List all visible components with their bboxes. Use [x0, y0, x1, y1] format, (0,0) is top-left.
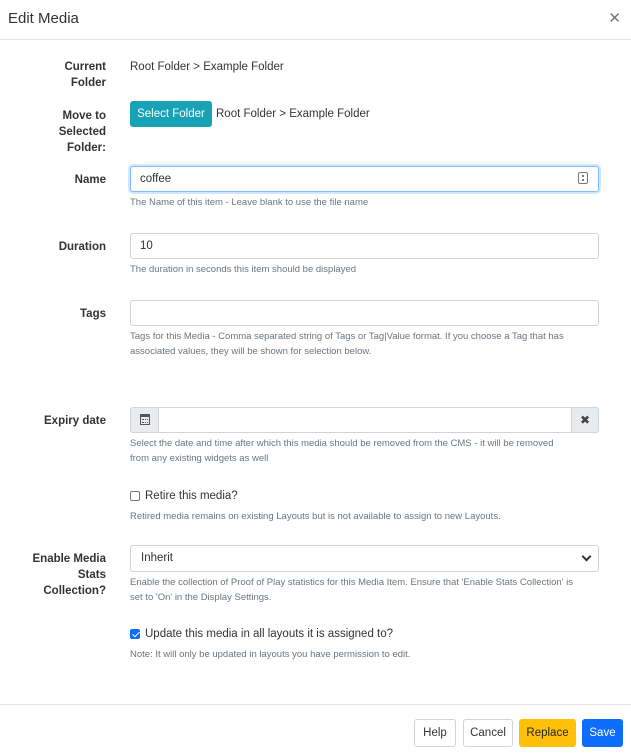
select-folder-button[interactable]: Select Folder	[130, 101, 212, 127]
close-icon[interactable]: ✕	[608, 10, 621, 27]
tags-input[interactable]	[130, 300, 599, 326]
retire-label[interactable]: Retire this media?	[145, 490, 238, 502]
current-folder-label-line2: Folder	[70, 77, 106, 89]
calendar-button[interactable]	[130, 407, 159, 433]
chevron-down-icon	[582, 552, 592, 562]
stats-collection-label	[33, 551, 107, 599]
help-button[interactable]: Help	[414, 719, 456, 747]
duration-input[interactable]	[130, 233, 599, 259]
clear-date-button[interactable]	[571, 407, 599, 433]
duration-help: The duration in seconds this item should be displayed	[130, 264, 357, 275]
stats-help-line2: set to 'On' in the Display Settings.	[130, 592, 272, 603]
expiry-date-input[interactable]	[158, 407, 572, 433]
retire-help: Retired media remains on existing Layouts but is not available to assign to new Layouts.	[130, 511, 501, 522]
calendar-icon	[140, 414, 150, 425]
modal-footer	[0, 704, 631, 753]
expiry-date-label: Expiry date	[44, 415, 106, 427]
modal-header	[0, 0, 631, 40]
retire-checkbox[interactable]	[130, 491, 140, 501]
expiry-help-line2: from any existing widgets as well	[130, 453, 269, 464]
selected-folder-value: Root Folder > Example Folder	[216, 108, 370, 120]
tags-help-line2: associated values, they will be shown for selection below.	[130, 346, 372, 357]
update-layouts-checkbox[interactable]	[130, 629, 140, 639]
tags-help	[130, 329, 600, 359]
name-input[interactable]	[130, 166, 599, 192]
cancel-button[interactable]: Cancel	[463, 719, 513, 747]
move-folder-label-line2: Selected	[58, 126, 106, 138]
expiry-date-help	[130, 436, 600, 466]
stats-help	[130, 575, 600, 605]
name-help: The Name of this item - Leave blank to use the file name	[130, 197, 369, 208]
update-layouts-help: Note: It will only be updated in layouts you have permission to edit.	[130, 649, 411, 660]
current-folder-value: Root Folder > Example Folder	[130, 61, 284, 73]
current-folder-label	[64, 59, 106, 91]
move-folder-label	[59, 108, 106, 156]
stats-selected-value: Inherit	[141, 552, 173, 564]
current-folder-label-line1: Current	[64, 61, 106, 73]
input-field-icon	[578, 172, 588, 184]
replace-button[interactable]: Replace	[519, 719, 576, 747]
update-layouts-label[interactable]: Update this media in all layouts it is assigned to?	[145, 628, 394, 640]
duration-label: Duration	[58, 241, 106, 253]
stats-collection-select[interactable]	[130, 545, 599, 572]
expiry-help-line1: Select the date and time after which this media should be removed from the CMS - it will be removed	[130, 438, 554, 449]
name-input-value: coffee	[140, 173, 172, 185]
move-folder-label-line3: Folder:	[67, 142, 106, 154]
stats-label-line2: Stats	[77, 569, 106, 581]
duration-input-value: 10	[140, 240, 153, 252]
clear-icon: ✖	[579, 413, 591, 427]
stats-help-line1: Enable the collection of Proof of Play statistics for this Media Item. Ensure that 'Enable Stats Collection' is	[130, 577, 573, 588]
save-button[interactable]: Save	[582, 719, 623, 747]
name-label: Name	[74, 174, 106, 186]
tags-help-line1: Tags for this Media - Comma separated string of Tags or Tag|Value format. If you choose a Tag that has	[130, 331, 564, 342]
tags-label: Tags	[80, 308, 106, 320]
modal-title: Edit Media	[8, 10, 79, 27]
stats-label-line1: Enable Media	[32, 553, 106, 565]
stats-label-line3: Collection?	[43, 585, 106, 597]
move-folder-label-line1: Move to	[62, 110, 106, 122]
